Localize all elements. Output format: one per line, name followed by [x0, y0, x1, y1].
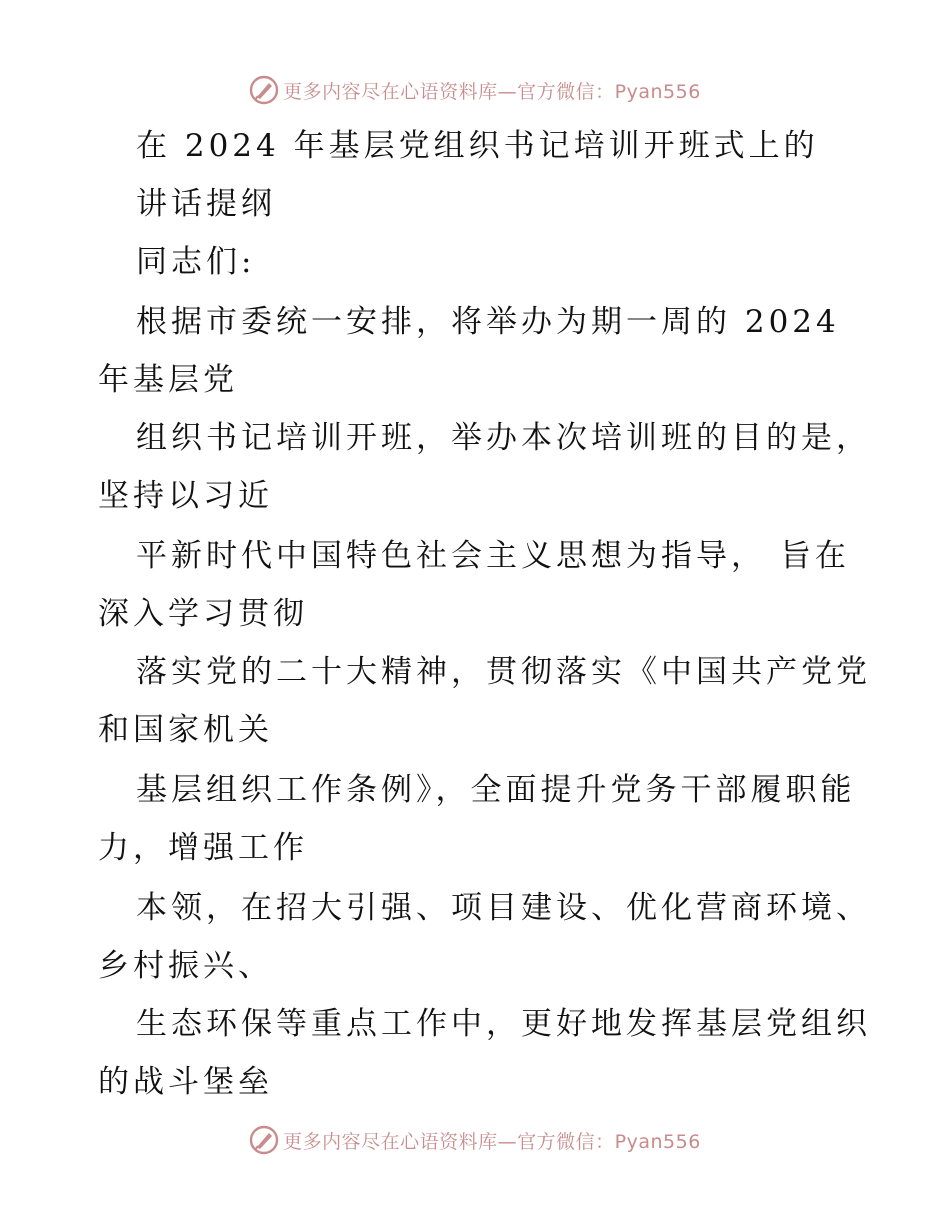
paragraph-line: 落实党的二十大精神，贯彻落实《中国共产党党	[136, 654, 871, 690]
header-watermark-text: 更多内容尽在心语资料库—官方微信：Pyan556	[283, 80, 701, 103]
quill-pen-logo-icon	[249, 75, 279, 105]
salutation: 同志们:	[136, 244, 256, 280]
paragraph-line: 平新时代中国特色社会主义思想为指导， 旨在	[136, 538, 850, 574]
footer-watermark-banner	[0, 1122, 950, 1158]
paragraph-line: 根据市委统一安排，将举办为期一周的 2024	[136, 304, 840, 340]
doc-title-line-1: 在 2024 年基层党组织书记培训开班式上的	[136, 128, 819, 164]
paragraph-line: 本领，在招大引强、项目建设、优化营商环境、	[136, 890, 871, 926]
footer-watermark-text: 更多内容尽在心语资料库—官方微信：Pyan556	[283, 1130, 701, 1153]
paragraph-line: 年基层党	[98, 362, 238, 398]
paragraph-line: 坚持以习近	[98, 478, 273, 514]
paragraph-line: 生态环保等重点工作中，更好地发挥基层党组织	[136, 1006, 871, 1042]
quill-pen-logo-icon	[249, 1125, 279, 1155]
paragraph-line: 深入学习贯彻	[98, 596, 308, 632]
paragraph-line: 力，增强工作	[98, 830, 308, 866]
doc-title-line-2: 讲话提纲	[136, 186, 276, 222]
paragraph-line: 基层组织工作条例》，全面提升党务干部履职能	[136, 772, 856, 808]
paragraph-line: 乡村振兴、	[98, 948, 273, 984]
header-watermark-banner	[0, 72, 950, 108]
paragraph-line: 的战斗堡垒	[98, 1064, 273, 1100]
paragraph-line: 组织书记培训开班，举办本次培训班的目的是，	[136, 420, 871, 456]
paragraph-line: 和国家机关	[98, 712, 273, 748]
